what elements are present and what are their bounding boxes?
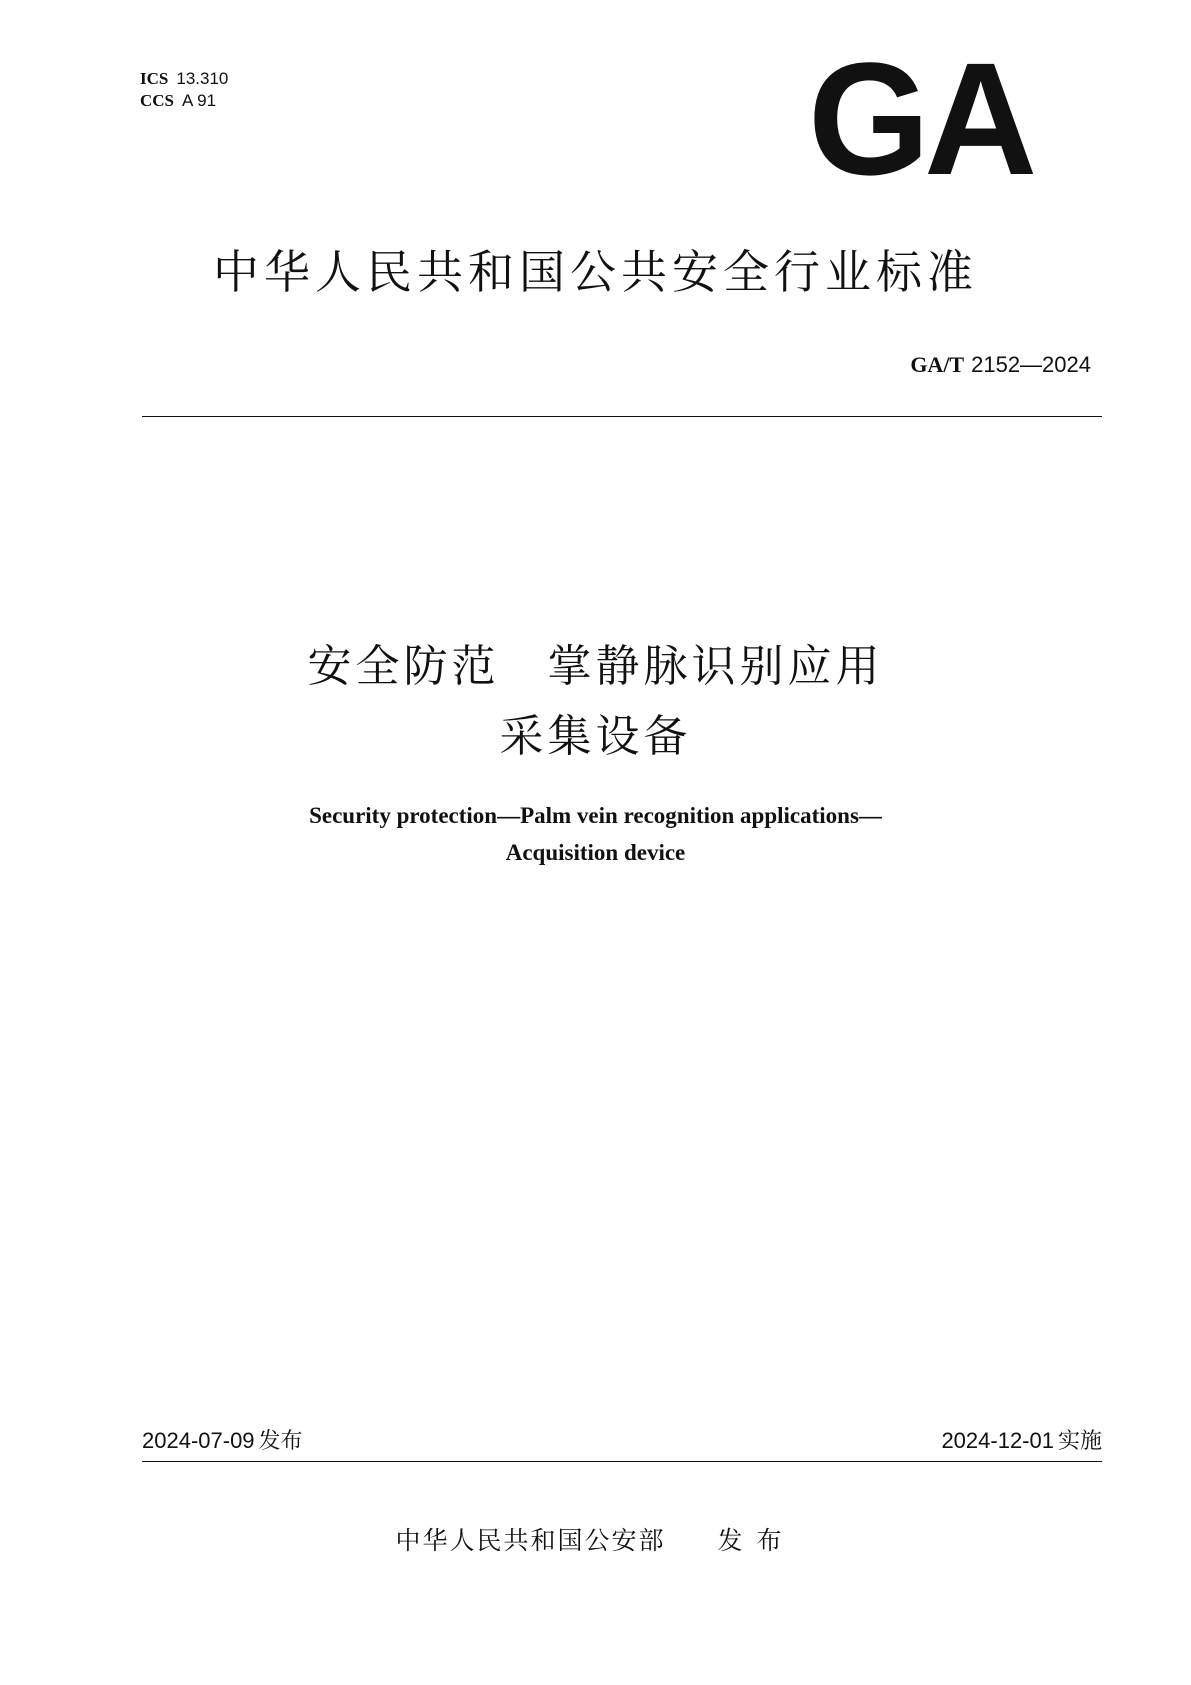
- ics-label: ICS: [140, 69, 169, 88]
- ics-code: [140, 68, 228, 90]
- ccs-label: CCS: [140, 91, 175, 110]
- standard-type-heading: 中华人民共和国公共安全行业标准: [213, 245, 978, 299]
- footer-divider: [142, 1461, 1102, 1462]
- implementation-date: [941, 1424, 1102, 1455]
- en-title-line1: Security protection—Palm vein recognition applications—: [309, 803, 882, 828]
- ics-value: 13.310: [176, 69, 229, 88]
- cn-title-line1: 安全防范 掌静脉识别应用: [307, 641, 884, 692]
- standard-number: [910, 352, 1091, 378]
- issuer-verb: 发布: [717, 1526, 796, 1555]
- issuer: [0, 1521, 1191, 1557]
- release-date-label: 发布: [258, 1429, 303, 1454]
- release-date-value: 2024-07-09: [142, 1428, 255, 1453]
- ccs-value: A 91: [182, 91, 217, 110]
- implementation-date-value: 2024-12-01: [941, 1428, 1054, 1453]
- classification-codes: [140, 68, 228, 112]
- standard-number-prefix: GA/T: [910, 352, 965, 377]
- ga-logo: GA: [808, 29, 1032, 208]
- header-divider: [142, 416, 1102, 417]
- cn-title-line2: 采集设备: [499, 711, 692, 762]
- issuer-organization: 中华人民共和国公安部: [395, 1526, 666, 1555]
- en-title-line2: Acquisition device: [505, 840, 686, 865]
- implementation-date-label: 实施: [1057, 1429, 1102, 1454]
- ccs-code: [140, 90, 228, 112]
- release-date: [142, 1424, 303, 1455]
- standard-number-value: 2152—2024: [971, 352, 1091, 377]
